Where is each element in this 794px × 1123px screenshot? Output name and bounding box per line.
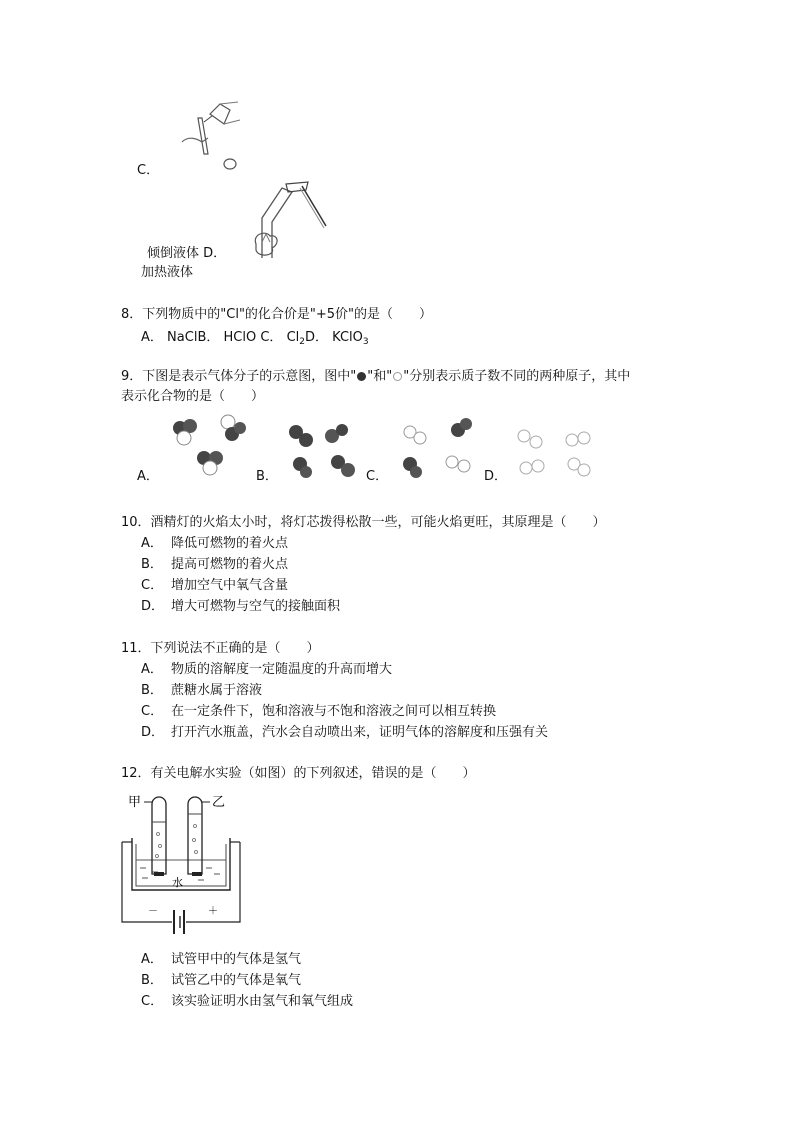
pour-liquid-figure: [168, 98, 248, 170]
q8-options: [141, 329, 369, 347]
q8-option-b-text: HClO: [223, 330, 257, 345]
q12-option-c: [141, 993, 353, 1011]
q11-option-a-label: A．: [141, 662, 163, 677]
q8-option-c-subscript: 2: [299, 337, 305, 347]
q8-option-b-label: B．: [197, 330, 220, 345]
q11-option-b-text: 蔗糖水属于溶液: [171, 683, 263, 698]
q10-option-c-label: C．: [141, 578, 164, 593]
q7-option-d-label: D．: [203, 246, 227, 261]
q7-option-d-text: 加热液体: [141, 265, 194, 280]
q9-option-d-label: D．: [484, 469, 508, 484]
q11-option-a: [141, 661, 392, 679]
q11-stem: 11．下列说法不正确的是（ ）: [121, 641, 320, 656]
water-label: 水: [172, 876, 183, 889]
q12-option-a-label: A．: [141, 952, 163, 967]
q11-option-b-label: B．: [141, 683, 163, 698]
q10-option-d: [141, 598, 340, 616]
q10-option-c: [141, 577, 288, 595]
heat-liquid-figure: [242, 178, 332, 262]
q9-option-a-label: A．: [137, 469, 159, 484]
q8-option-a-label: A．: [141, 330, 163, 345]
q11-option-a-text: 物质的溶解度一定随温度的升高而增大: [171, 662, 393, 677]
q7-option-c-label: C．: [137, 163, 160, 178]
q11-option-c: [141, 703, 496, 721]
q9-stem-line2: 表示化合物的是（ ）: [121, 389, 265, 404]
electrolysis-apparatus-figure: [118, 790, 248, 940]
q9-stem-part1: 9．下图是表示气体分子的示意图，图中": [121, 369, 357, 384]
q10-stem: 10．酒精灯的火焰太小时，将灯芯拨得松散一些，可能火焰更旺，其原理是（ ）: [121, 515, 606, 530]
q11-option-c-text: 在一定条件下，饱和溶液与不饱和溶液之间可以相互转换: [171, 704, 497, 719]
tube-yi-label: 乙: [212, 795, 226, 810]
q11-option-b: [141, 682, 262, 700]
q9-option-d-molecules: [516, 428, 596, 480]
q10-option-d-label: D．: [141, 599, 165, 614]
q12-option-a: [141, 951, 301, 969]
q12-option-c-text: 该实验证明水由氢气和氧气组成: [171, 994, 354, 1009]
tube-jia-label: 甲: [128, 795, 142, 810]
q8-option-d-text: KClO: [332, 330, 363, 345]
q12-stem: 12．有关电解水实验（如图）的下列叙述，错误的是（ ）: [121, 766, 476, 781]
q7-option-c-text: [147, 245, 226, 263]
q10-option-b-label: B．: [141, 557, 163, 572]
q8-option-a-text: NaCl: [167, 330, 198, 345]
q8-option-c-text: Cl: [286, 330, 300, 345]
q9-stem: [121, 368, 630, 386]
q9-option-c-molecules: [396, 420, 480, 480]
q9-option-c-label: C．: [366, 469, 389, 484]
q11-option-c-label: C．: [141, 704, 164, 719]
q11-option-d-label: D．: [141, 725, 165, 740]
q9-stem-part3: "分别表示质子数不同的两种原子，其中: [403, 369, 631, 384]
q12-option-c-label: C．: [141, 994, 164, 1009]
q8-option-d-subscript: 3: [362, 337, 369, 347]
negative-terminal-label: －: [148, 906, 158, 917]
q10-option-a: [141, 535, 288, 553]
q9-option-b-label: B．: [256, 469, 278, 484]
q10-option-d-text: 增大可燃物与空气的接触面积: [171, 599, 341, 614]
q11-option-d-text: 打开汽水瓶盖，汽水会自动喷出来，证明气体的溶解度和压强有关: [171, 725, 549, 740]
q8-option-c-label: C．: [260, 330, 283, 345]
q12-option-b: [141, 972, 301, 990]
q10-option-b-text: 提高可燃物的着火点: [171, 557, 289, 572]
q10-option-a-text: 降低可燃物的着火点: [171, 536, 289, 551]
q9-option-b-molecules: [286, 422, 356, 480]
q12-option-b-text: 试管乙中的气体是氧气: [171, 973, 302, 988]
q12-option-a-text: 试管甲中的气体是氢气: [171, 952, 302, 967]
q12-option-b-label: B．: [141, 973, 163, 988]
q10-option-b: [141, 556, 288, 574]
q11-option-d: [141, 724, 548, 742]
q9-stem-part2: "和": [367, 369, 393, 384]
q8-stem: 8．下列物质中的"Cl"的化合价是"+5价"的是（ ）: [121, 307, 433, 322]
pour-liquid-text: 倾倒液体: [147, 246, 200, 261]
q8-option-d-label: D．: [305, 330, 329, 345]
dark-atom-icon: [357, 372, 366, 381]
positive-terminal-label: ＋: [208, 906, 218, 917]
q9-option-a-molecules: [168, 412, 252, 474]
q10-option-a-label: A．: [141, 536, 163, 551]
q10-option-c-text: 增加空气中氧气含量: [171, 578, 289, 593]
light-atom-icon: [393, 372, 402, 381]
